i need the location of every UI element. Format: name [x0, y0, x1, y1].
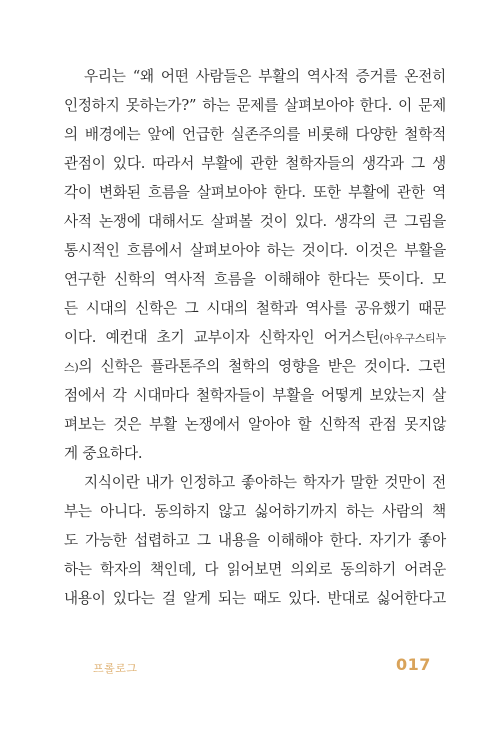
paragraph-2-line: 하는 학자의 책인데, 다 읽어보면 의외로 동의하기 어려운 [64, 561, 446, 578]
paragraph-1-line: 우리는 “왜 어떤 사람들은 부활의 역사적 증거를 온전히 [84, 68, 446, 85]
paragraph-1-line: 인정하지 못하는가?” 하는 문제를 살펴보아야 한다. 이 문제 [64, 97, 446, 114]
paragraph-1-line: 연구한 신학의 역사적 흐름을 이해해야 한다는 뜻이다. 모 [64, 271, 446, 288]
parenthetical-name: (아우구스티누 [379, 332, 446, 345]
paragraph-1-line: 든 시대의 신학은 그 시대의 철학과 역사를 공유했기 때문 [64, 300, 446, 317]
paragraph-2-line: 지식이란 내가 인정하고 좋아하는 학자가 말한 것만이 전 [84, 474, 446, 491]
paragraph-1-line: 점에서 각 시대마다 철학자들이 부활을 어떻게 보았는지 살 [64, 387, 446, 404]
paragraph-1-line: 각이 변화된 흐름을 살펴보아야 한다. 또한 부활에 관한 역 [64, 184, 446, 201]
paragraph-1-line: 의 배경에는 앞에 언급한 실존주의를 비롯해 다양한 철학적 [64, 126, 446, 143]
line-text: 이다. 예컨대 초기 교부이자 신학자인 어거스틴 [64, 329, 380, 346]
paragraph-2-line: 도 가능한 섭렵하고 그 내용을 이해해야 한다. 자기가 좋아 [64, 532, 446, 549]
paragraph-1-line: 게 중요하다. [64, 445, 143, 462]
paragraph-1-line: 통시적인 흐름에서 살펴보아야 하는 것이다. 이것은 부활을 [64, 242, 446, 259]
paragraph-1-line [64, 352, 446, 381]
paragraph-1-line: 관점이 있다. 따라서 부활에 관한 철학자들의 생각과 그 생 [64, 155, 446, 172]
paragraph-1-line [64, 323, 446, 352]
paragraph-1-line: 사적 논쟁에 대해서도 살펴볼 것이 있다. 생각의 큰 그림을 [64, 213, 446, 230]
paragraph-2-line: 부는 아니다. 동의하지 않고 싫어하기까지 하는 사람의 책 [64, 503, 446, 520]
paragraph-2-line: 내용이 있다는 걸 알게 되는 때도 있다. 반대로 싫어한다고 [64, 590, 446, 607]
line-text: 의 신학은 플라톤주의 철학의 영향을 받은 것이다. 그런 [78, 358, 446, 375]
body-text [64, 62, 446, 613]
page-number: 017 [396, 655, 431, 674]
paragraph-1-line: 펴보는 것은 부활 논쟁에서 알아야 할 신학적 관점 못지않 [64, 416, 446, 433]
parenthetical-name-end: 스) [64, 361, 79, 374]
running-footer-section: 프롤로그 [93, 662, 138, 675]
